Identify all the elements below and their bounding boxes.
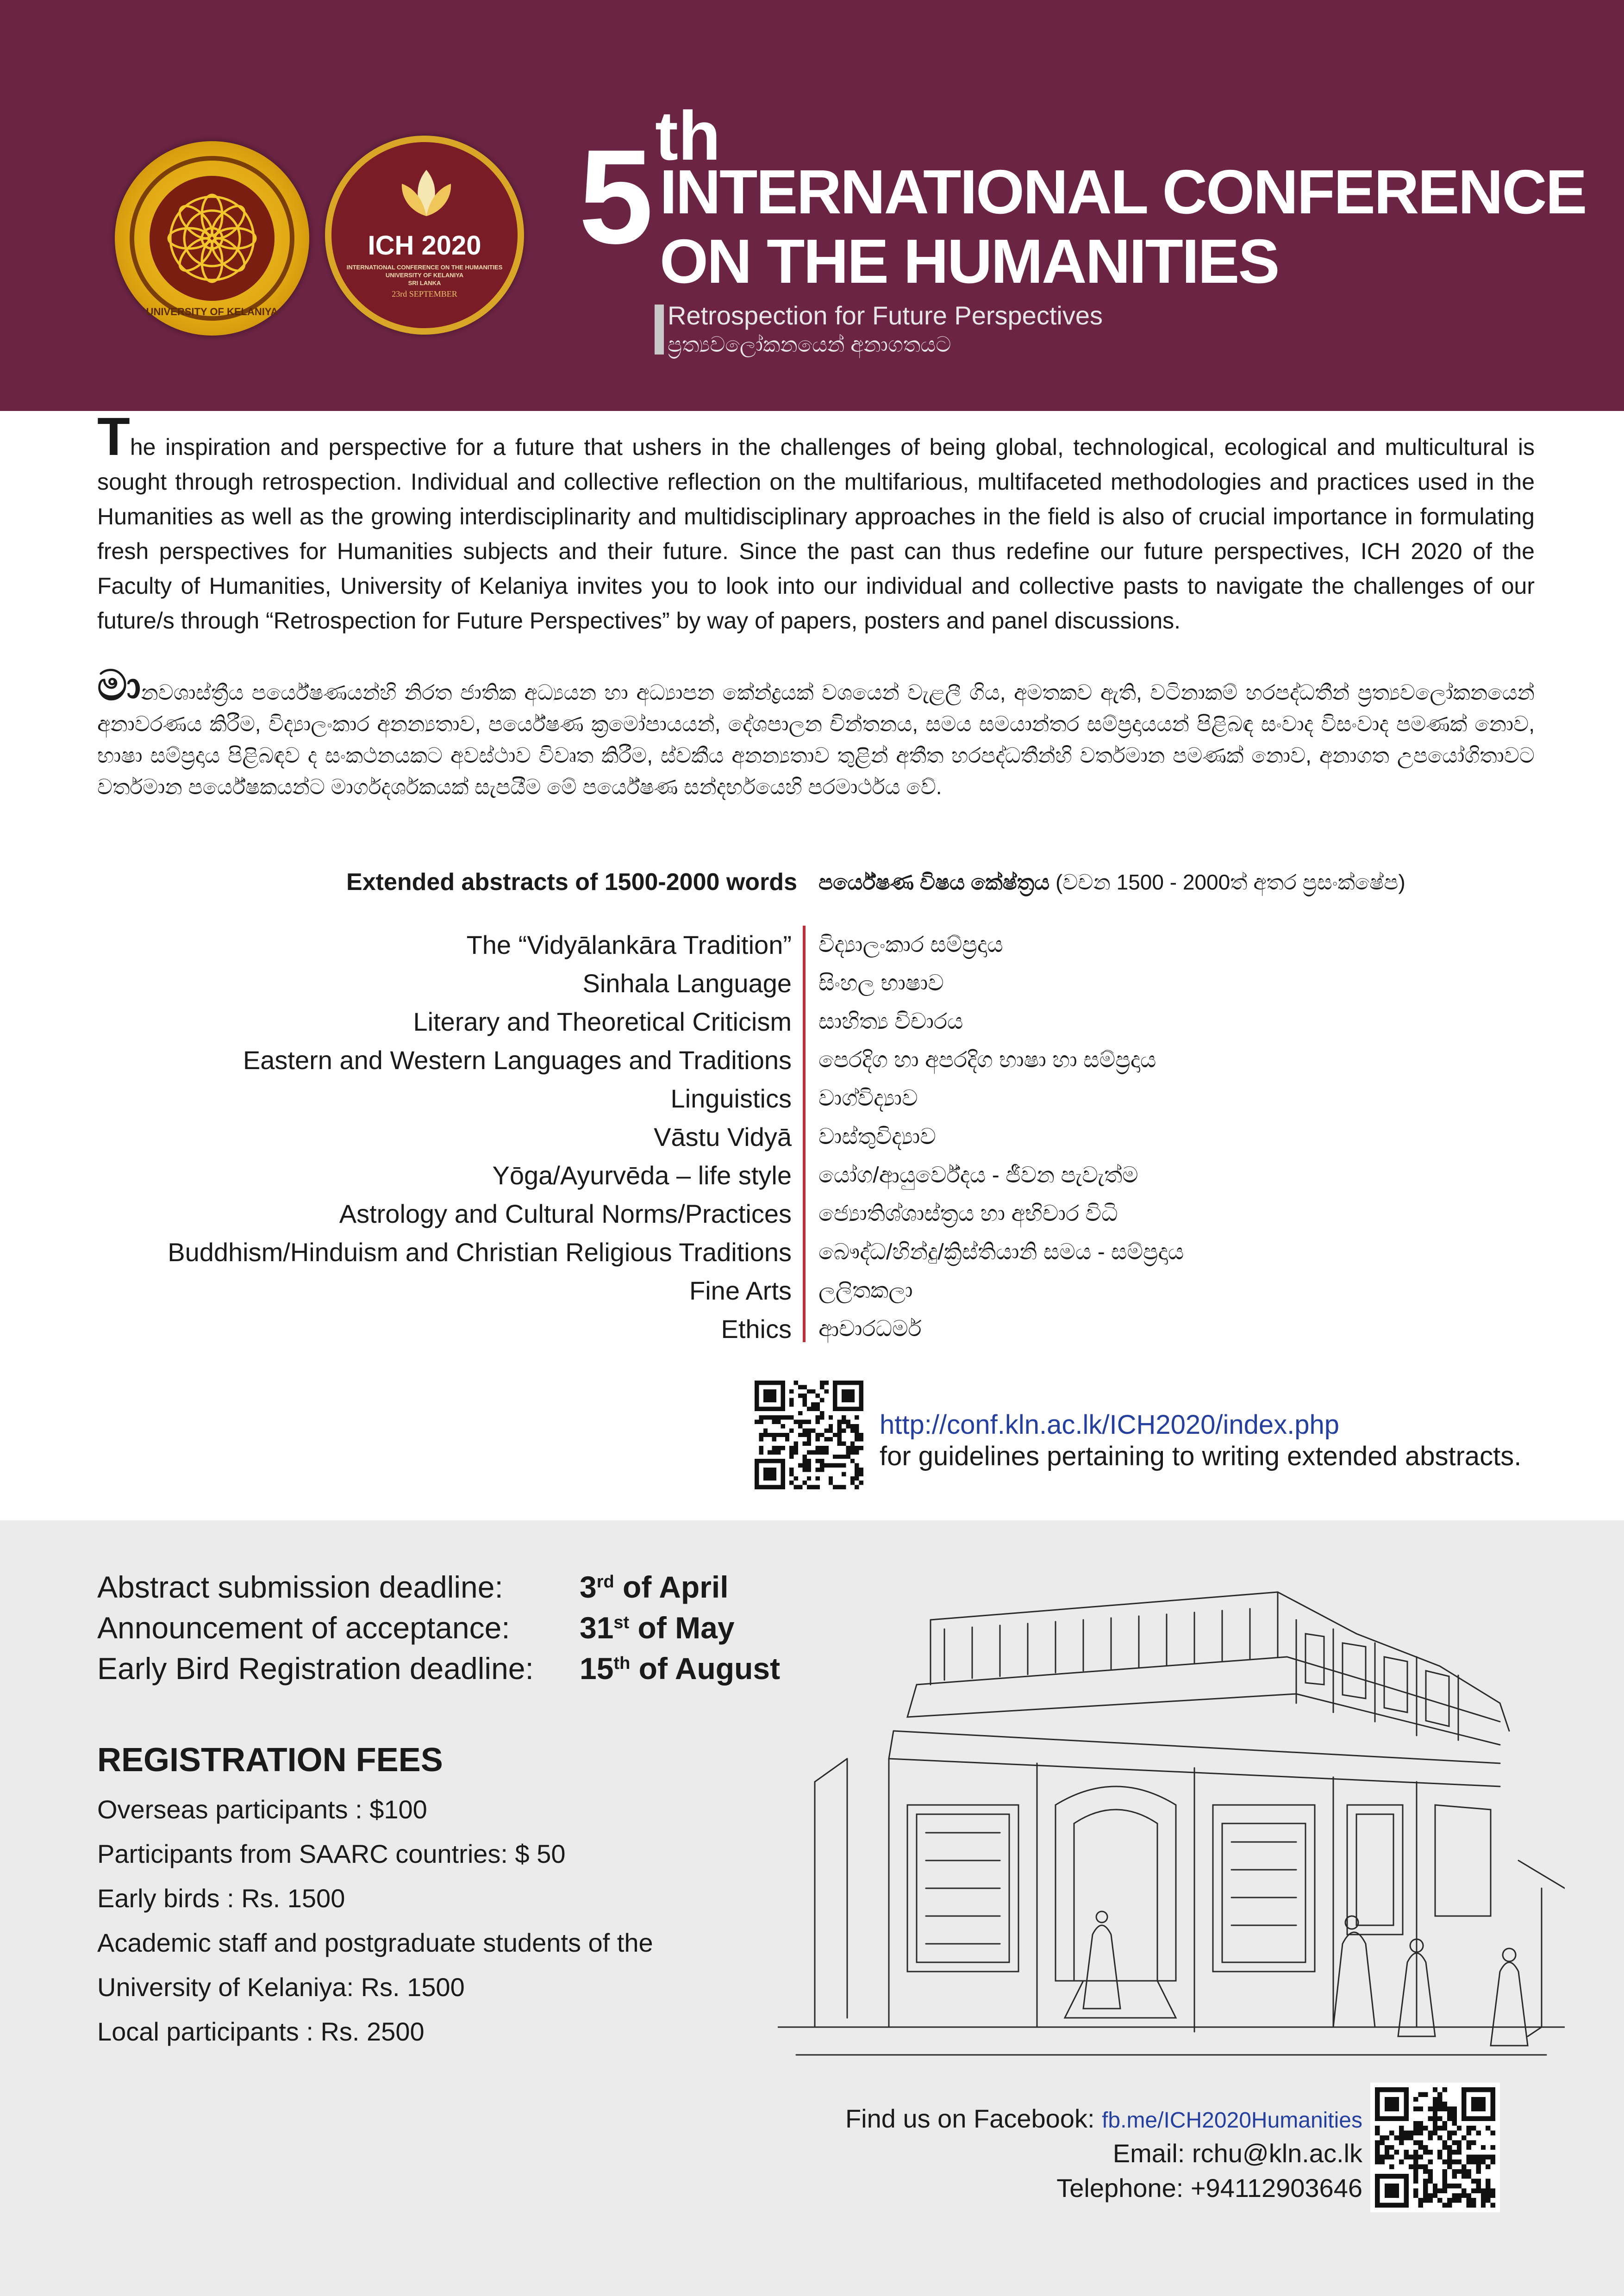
topic-sinhala: වාග්විද්‍යාව	[818, 1086, 918, 1111]
lotus-icon	[396, 168, 456, 218]
seal-flower-icon	[161, 187, 263, 289]
telephone: Telephone: +94112903646	[1056, 2173, 1362, 2203]
deadline-month: of August	[630, 1651, 781, 1686]
topic-row	[0, 1195, 1624, 1233]
intro-drop-cap: T	[97, 406, 130, 467]
deadline-label-abstract: Abstract submission deadline:	[97, 1570, 503, 1604]
topic-sinhala: වාස්තුවිද්‍යාව	[818, 1125, 936, 1149]
deadline-day: 15	[580, 1651, 614, 1686]
topic-english: Literary and Theoretical Criticism	[413, 1007, 792, 1036]
deadline-day: 31	[580, 1611, 614, 1645]
topic-sinhala: පෙරදිග හා අපරදිග භාෂා හා සම්ප්‍රදාය	[818, 1048, 1156, 1072]
university-seal-icon	[115, 141, 309, 336]
topic-row	[0, 1002, 1624, 1041]
abstracts-heading-si-bold: පර්යේෂණ විෂය කේෂ්ත්‍රය	[818, 870, 1050, 894]
topic-english: Ethics	[721, 1314, 792, 1344]
guidelines-link[interactable]: http://conf.kln.ac.lk/ICH2020/index.php	[880, 1410, 1340, 1440]
topic-row	[0, 1271, 1624, 1310]
tagline-bar	[655, 305, 664, 355]
fee-item: Academic staff and postgraduate students of the	[97, 1928, 653, 1957]
ich-subtitle-line1: INTERNATIONAL CONFERENCE ON THE HUMANITIES	[346, 264, 503, 271]
edition-suffix: th	[655, 97, 721, 174]
topic-english: Eastern and Western Languages and Traditions	[243, 1045, 792, 1075]
topic-row	[0, 1041, 1624, 1079]
topic-sinhala: ජ්‍යොතිශ්ශාස්ත්‍රය හා අභිචාර විධි	[818, 1201, 1118, 1226]
topic-row	[0, 1233, 1624, 1271]
topic-english: The “Vidyālankāra Tradition”	[466, 930, 792, 959]
ich-logo-title: ICH 2020	[368, 230, 481, 261]
deadline-label-acceptance: Announcement of acceptance:	[97, 1611, 510, 1645]
topic-row	[0, 1079, 1624, 1118]
theme-english: Retrospection for Future Perspectives	[668, 301, 1103, 330]
deadline-value-acceptance	[580, 1608, 735, 1648]
edition-number: 5	[579, 122, 651, 272]
fee-item: Participants from SAARC countries: $ 50	[97, 1839, 566, 1868]
deadline-month: of May	[629, 1611, 735, 1645]
ich-logo	[325, 136, 524, 335]
deadline-suffix: st	[613, 1613, 630, 1632]
fee-item: University of Kelaniya: Rs. 1500	[97, 1972, 465, 2002]
topic-sinhala: බෞද්ධ/හින්දු/ක්‍රිස්තියානි සමය - සම්ප්‍රදාය	[818, 1240, 1184, 1264]
intro-si-drop-cap: මා	[97, 663, 141, 709]
qr-code-icon	[1370, 2083, 1500, 2212]
deadline-value-abstract	[580, 1567, 729, 1607]
fee-item: Overseas participants : $100	[97, 1795, 427, 1824]
theme-sinhala: ප්‍රත්‍යවලෝකනයෙන් අනාගතයට	[668, 332, 951, 356]
deadline-label-earlybird: Early Bird Registration deadline:	[97, 1651, 534, 1686]
deadline-value-earlybird	[580, 1649, 780, 1688]
facebook-line	[845, 2101, 1362, 2138]
facebook-label: Find us on Facebook:	[845, 2104, 1095, 2133]
guidelines-text: for guidelines pertaining to writing extended abstracts.	[880, 1441, 1522, 1471]
facebook-link[interactable]: fb.me/ICH2020Humanities	[1102, 2108, 1362, 2133]
topic-english: Linguistics	[670, 1084, 792, 1113]
topic-row	[0, 964, 1624, 1002]
topic-row	[0, 1156, 1624, 1195]
deadline-suffix: th	[613, 1654, 631, 1673]
topic-sinhala: සාහිත්‍ය විචාරය	[818, 1009, 963, 1034]
topic-english: Vāstu Vidyā	[654, 1122, 792, 1151]
header-banner	[0, 0, 1624, 411]
intro-english	[97, 406, 1535, 638]
ich-subtitle-line3: SRI LANKA	[408, 280, 441, 286]
building-sketch-icon	[778, 1564, 1565, 2087]
topic-english: Buddhism/Hinduism and Christian Religious Traditions	[168, 1238, 792, 1267]
topic-english: Sinhala Language	[582, 969, 792, 998]
fee-item: Early birds : Rs. 1500	[97, 1884, 345, 1913]
conference-title	[660, 157, 1586, 296]
deadline-suffix: rd	[596, 1572, 614, 1592]
topic-english: Fine Arts	[689, 1276, 792, 1305]
topic-row	[0, 1118, 1624, 1156]
topic-sinhala: ලලිතකලා	[818, 1278, 913, 1303]
intro-sinhala-text: නවශාස්ත්‍රීය පර්යේෂණයන්හි නිරත ජාතික අධ්‍යයන හා අධ්‍යාපන කේන්ද්‍රයක් වශයෙන් වැළලී ගිය, අමතකව ඇති, වටිනාකම් හරපද්ධතීන් ප්‍රත්‍යවලෝකනයෙන් අනාවරණය කිරීම, විද්‍යාලංකාර අනන්‍යතාව, පර්යේෂණ ක්‍රමෝපායයන්, දේශපාලන චින්තනය, සමය සමයාන්තර සම්ප්‍රදායයන් පිළිබඳ සංවාද විසංවාද පමණක් නොව, භාෂා සම්ප්‍රදාය පිළිබඳව ද සංකථනයකට අවස්ථාව විවෘත කිරීම, ස්වකීය අනන්‍යතාව තුළින් අතීත හරපද්ධතීන්හි වර්තමාන පමණක් නොව, අනාගත උපයෝගිතාවට වර්තමාන පර්යේෂකයන්ට මාර්ගදර්ශකයක් සැපයීම මේ පර්යේෂණ සන්දර්භයෙහි පරමාර්ථය වේ.	[97, 680, 1535, 799]
email[interactable]: Email: rchu@kln.ac.lk	[1112, 2139, 1362, 2168]
topic-row	[0, 1310, 1624, 1348]
topic-row	[0, 926, 1624, 964]
deadline-day: 3	[580, 1570, 597, 1604]
topic-sinhala: සිංහල භාෂාව	[818, 971, 944, 996]
title-line1: INTERNATIONAL CONFERENCE	[660, 157, 1586, 227]
topic-sinhala: ආචාරධර්ම	[818, 1317, 922, 1341]
abstracts-heading-si-rest: (වචන 1500 - 2000ත් අතර ප්‍රසංක්ෂේප)	[1049, 870, 1405, 894]
abstracts-heading-en: Extended abstracts of 1500-2000 words	[346, 869, 797, 896]
title-line2: ON THE HUMANITIES	[660, 226, 1279, 296]
fee-item: Local participants : Rs. 2500	[97, 2017, 425, 2046]
topic-english: Yōga/Ayurvēda – life style	[492, 1161, 792, 1190]
ich-logo-subtitle	[331, 263, 518, 287]
ich-subtitle-line2: UNIVERSITY OF KELANIYA	[385, 272, 464, 279]
topic-sinhala: විද්‍යාලංකාර සම්ප්‍රදාය	[818, 933, 1003, 957]
topic-sinhala: යෝග/ආයුර්වේදය - ජීවන පැවැත්ම	[818, 1163, 1138, 1188]
ich-logo-date: 23rd SEPTEMBER	[392, 289, 457, 299]
abstracts-heading-si	[818, 868, 1559, 896]
deadline-month: of April	[614, 1570, 729, 1604]
qr-code-icon	[755, 1381, 863, 1489]
intro-sinhala	[97, 663, 1535, 803]
registration-title: REGISTRATION FEES	[97, 1742, 443, 1779]
intro-english-text: he inspiration and perspective for a future that ushers in the challenges of being global, technological, ecological and multicultural is sought through retrospection. Individual and collective reflection on the multifarious, multifaceted methodologies and practices used in the Humanities as well as the growing interdisciplinarity and multidisciplinary approaches in the field is also of crucial importance in formulating fresh perspectives for Humanities subjects and their future. Since the past can thus redefine our future perspectives, ICH 2020 of the Faculty of Humanities, University of Kelaniya invites you to look into our individual and collective pasts to navigate the challenges of our future/s through “Retrospection for Future Perspectives” by way of papers, posters and panel discussions.	[97, 434, 1535, 634]
seal-text: UNIVERSITY OF KELANIYA	[146, 306, 278, 317]
topic-english: Astrology and Cultural Norms/Practices	[339, 1199, 792, 1228]
